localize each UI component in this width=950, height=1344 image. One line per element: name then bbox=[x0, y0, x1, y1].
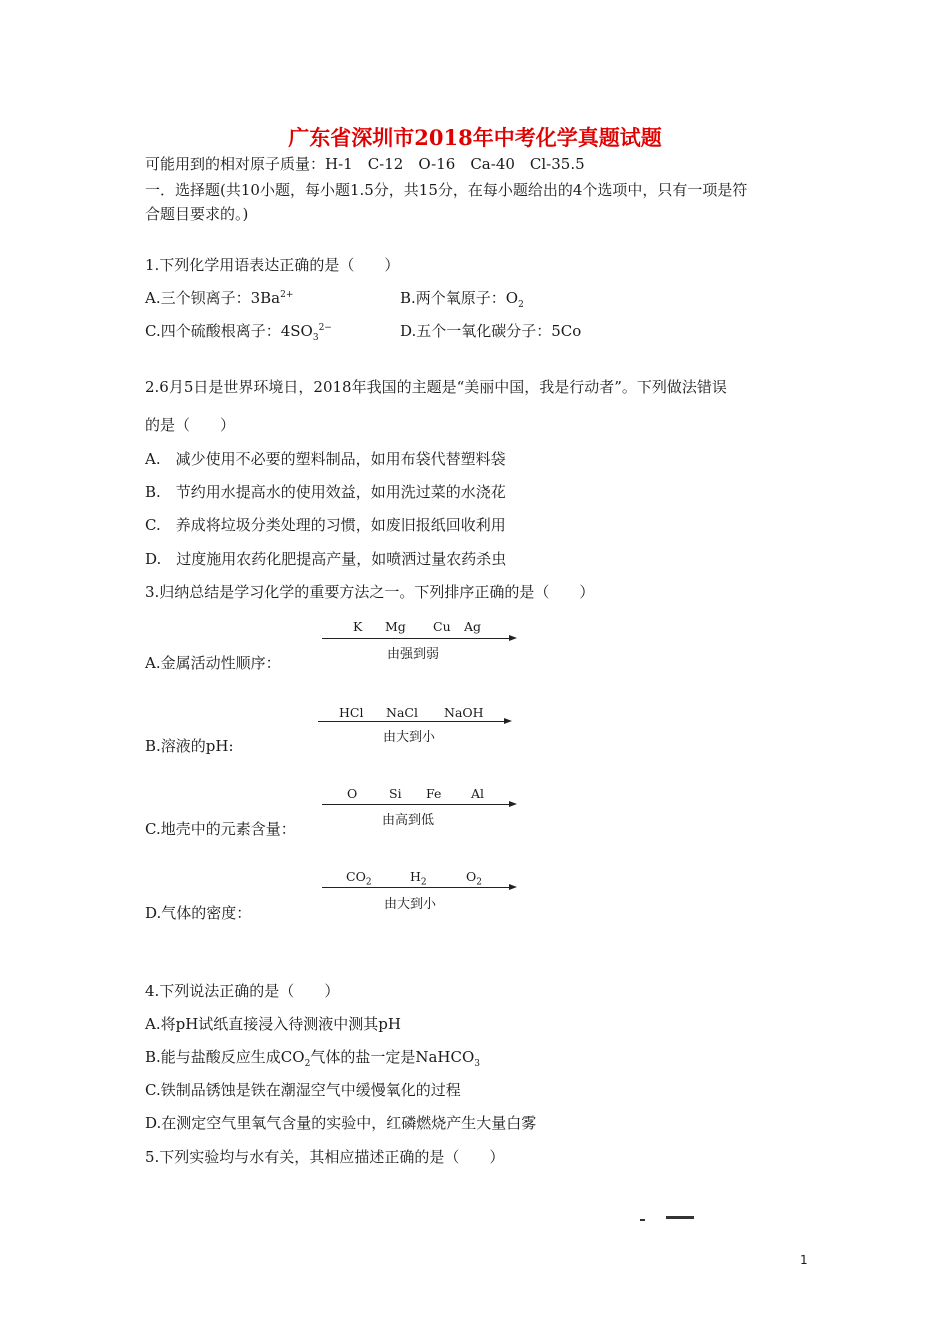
q2-option-d: D. 过度施用农药化肥提高产量，如喷洒过量农药杀虫 bbox=[145, 550, 507, 568]
q1-option-d: D.五个一氧化碳分子：5Co bbox=[400, 322, 582, 340]
q4-option-d: D.在测定空气里氧气含量的实验中，红磷燃烧产生大量白雾 bbox=[145, 1114, 537, 1132]
page-title: 广东省深圳市2018年中考化学真题试题 bbox=[288, 125, 662, 150]
q4-option-a: A.将pH试纸直接浸入待测液中测其pH bbox=[145, 1015, 401, 1033]
q3-option-d-arrow-line bbox=[322, 887, 509, 888]
sequence-item: Fe bbox=[426, 786, 442, 801]
section-heading-line1: 一．选择题(共10小题，每小题1.5分，共15分，在每小题给出的4个选项中，只有一项是符 bbox=[145, 181, 748, 199]
q3-option-b-items bbox=[318, 705, 513, 721]
page-number: 1 bbox=[800, 1253, 808, 1267]
q4-option-b: B.能与盐酸反应生成$CO_2$气体的盐一定是NaHCO$_3$ bbox=[145, 1048, 480, 1069]
arrow-right-icon bbox=[509, 635, 517, 641]
q3-option-d-note: 由大到小 bbox=[384, 897, 437, 912]
figure-fragment bbox=[636, 1212, 706, 1226]
sequence-item: K bbox=[353, 619, 363, 634]
q3-option-a-note: 由强到弱 bbox=[387, 647, 440, 662]
sequence-item: $H_2$ bbox=[410, 869, 427, 888]
sequence-item: Mg bbox=[385, 619, 406, 634]
sequence-item: $O_2$ bbox=[466, 869, 482, 888]
q3-option-d-items bbox=[322, 869, 517, 888]
q3-option-c-label: C.地壳中的元素含量： bbox=[145, 820, 296, 838]
atomic-masses: 可能用到的相对原子质量：H-1 C-12 O-16 Ca-40 Cl-35.5 bbox=[145, 155, 585, 173]
q1-stem: 1.下列化学用语表达正确的是（ ） bbox=[145, 256, 400, 274]
q3-option-d-label: D.气体的密度： bbox=[145, 904, 252, 922]
q3-option-c-note: 由高到低 bbox=[382, 813, 435, 828]
q3-option-a-items bbox=[322, 619, 517, 635]
sequence-item: Al bbox=[471, 786, 485, 801]
q1-option-a: A.三个钡离子：$3Ba^{2+}$ bbox=[145, 289, 294, 307]
sequence-item: NaOH bbox=[444, 705, 484, 720]
q3-option-a-label: A.金属活动性顺序： bbox=[145, 654, 281, 672]
q1-option-c: C.四个硫酸根离子：$4SO_3^{2-}$ bbox=[145, 322, 332, 343]
q3-option-b-arrow-line bbox=[318, 721, 504, 722]
sequence-item: Ag bbox=[464, 619, 482, 634]
fragment-mark bbox=[640, 1219, 645, 1221]
sequence-item: Cu bbox=[433, 619, 451, 634]
q5-stem: 5.下列实验均与水有关，其相应描述正确的是（ ） bbox=[145, 1148, 505, 1166]
sequence-item: O bbox=[347, 786, 358, 801]
arrow-right-icon bbox=[504, 718, 512, 724]
q1-option-b: B.两个氧原子：$O_2$ bbox=[400, 289, 524, 310]
sequence-item: HCl bbox=[339, 705, 364, 720]
q4-stem: 4.下列说法正确的是（ ） bbox=[145, 982, 340, 1000]
q2-option-b: B. 节约用水提高水的使用效益，如用洗过菜的水浇花 bbox=[145, 483, 506, 501]
q2-option-c: C. 养成将垃圾分类处理的习惯，如废旧报纸回收利用 bbox=[145, 516, 506, 534]
q2-option-a: A. 减少使用不必要的塑料制品，如用布袋代替塑料袋 bbox=[145, 450, 506, 468]
q4-option-c: C.铁制品锈蚀是铁在潮湿空气中缓慢氧化的过程 bbox=[145, 1081, 461, 1099]
q2-stem-line2: 的是（ ） bbox=[145, 416, 236, 434]
q3-option-a-arrow-line bbox=[322, 638, 509, 639]
section-heading-line2: 合题目要求的。) bbox=[145, 205, 249, 223]
sequence-item: NaCl bbox=[386, 705, 418, 720]
fragment-mark bbox=[666, 1216, 694, 1219]
q3-option-c-arrow-line bbox=[322, 804, 509, 805]
q3-option-c-items bbox=[322, 786, 517, 802]
q3-option-b-note: 由大到小 bbox=[383, 730, 436, 745]
arrow-right-icon bbox=[509, 884, 517, 890]
arrow-right-icon bbox=[509, 801, 517, 807]
q2-stem-line1: 2.6月5日是世界环境日，2018年我国的主题是“美丽中国，我是行动者”。下列做法错误 bbox=[145, 378, 727, 396]
sequence-item: Si bbox=[389, 786, 402, 801]
q3-option-b-label: B.溶液的pH: bbox=[145, 737, 234, 755]
sequence-item: $CO_2$ bbox=[346, 869, 372, 888]
q3-stem: 3.归纳总结是学习化学的重要方法之一。下列排序正确的是（ ） bbox=[145, 583, 595, 601]
